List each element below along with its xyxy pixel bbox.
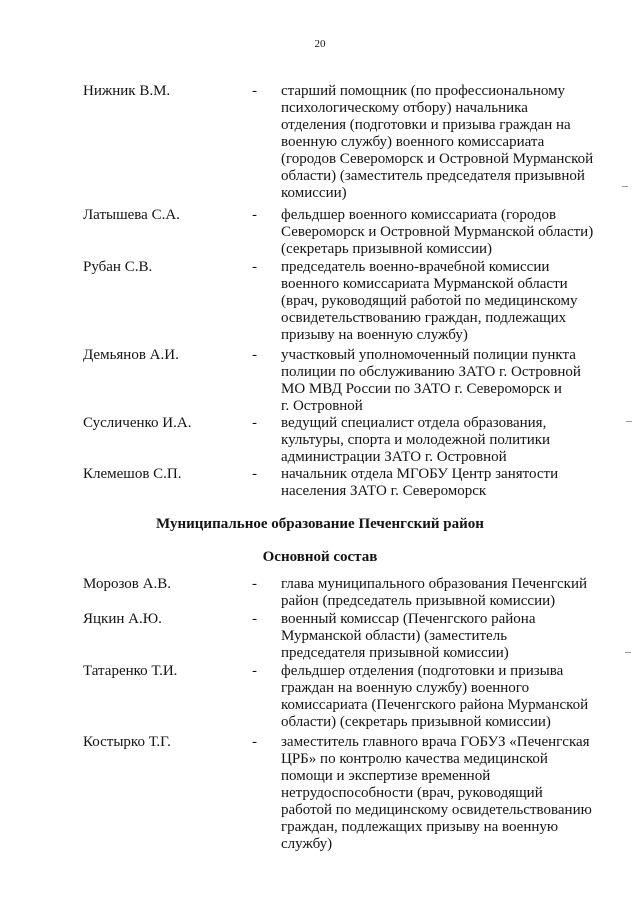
- role-line: освидетельствованию граждан, подлежащих: [281, 310, 567, 326]
- separator-dash: -: [252, 207, 257, 223]
- scan-speck: [622, 186, 628, 187]
- member-role: [281, 259, 611, 344]
- member-role: [281, 611, 611, 662]
- role-line: (секретарь призывной комиссии): [281, 241, 492, 257]
- member-role: [281, 207, 611, 258]
- member-name: Морозов А.В.: [83, 576, 171, 592]
- role-line: области) (секретарь призывной комиссии): [281, 714, 551, 730]
- member-role: [281, 466, 611, 500]
- role-line: помощи и экспертизе временной: [281, 768, 491, 784]
- role-line: начальник отдела МГОБУ Центр занятости: [281, 466, 559, 482]
- member-role: [281, 347, 611, 415]
- role-line: нетрудоспособности (врач, руководящий: [281, 785, 543, 801]
- member-name: Латышева С.А.: [83, 207, 180, 223]
- member-name: Яцкин А.Ю.: [83, 611, 162, 627]
- role-line: участковый уполномоченный полиции пункта: [281, 347, 576, 363]
- role-line: фельдшер отделения (подготовки и призыва: [281, 663, 564, 679]
- role-line: ведущий специалист отдела образования,: [281, 415, 547, 431]
- role-line: глава муниципального образования Печенгский: [281, 576, 587, 592]
- separator-dash: -: [252, 576, 257, 592]
- separator-dash: -: [252, 663, 257, 679]
- role-line: комиссариата (Печенгского района Мурманской: [281, 697, 589, 713]
- separator-dash: -: [252, 734, 257, 750]
- member-role: [281, 415, 611, 466]
- separator-dash: -: [252, 259, 257, 275]
- role-line: службу): [281, 836, 333, 852]
- role-line: граждан на военную службу) военного: [281, 680, 530, 696]
- member-name: Татаренко Т.И.: [83, 663, 178, 679]
- role-line: военного комиссариата Мурманской области: [281, 276, 568, 292]
- role-line: фельдшер военного комиссариата (городов: [281, 207, 557, 223]
- member-role: [281, 576, 611, 610]
- role-line: МО МВД России по ЗАТО г. Североморск и: [281, 381, 562, 397]
- role-line: (городов Североморск и Островной Мурманской: [281, 151, 594, 167]
- role-line: Мурманской области) (заместитель: [281, 628, 508, 644]
- role-line: полиции по обслуживанию ЗАТО г. Островной: [281, 364, 581, 380]
- role-line: граждан, подлежащих призыву на военную: [281, 819, 559, 835]
- scan-speck: [626, 421, 632, 422]
- role-line: военную службу) военного комиссариата: [281, 134, 545, 150]
- role-line: район (председатель призывной комиссии): [281, 593, 556, 609]
- role-line: военный комиссар (Печенгского района: [281, 611, 536, 627]
- page-number: 20: [314, 38, 326, 50]
- role-line: работой по медицинскому освидетельствованию: [281, 802, 592, 818]
- member-name: Рубан С.В.: [83, 259, 153, 275]
- member-name: Костырко Т.Г.: [83, 734, 171, 750]
- member-name: Нижник В.М.: [83, 83, 171, 99]
- separator-dash: -: [252, 466, 257, 482]
- separator-dash: -: [252, 83, 257, 99]
- member-name: Демьянов А.И.: [83, 347, 179, 363]
- separator-dash: -: [252, 415, 257, 431]
- role-line: ЦРБ» по контролю качества медицинской: [281, 751, 548, 767]
- role-line: комиссии): [281, 185, 347, 201]
- separator-dash: -: [252, 611, 257, 627]
- section-heading: Муниципальное образование Печенгский район: [156, 516, 484, 532]
- role-line: отделения (подготовки и призыва граждан на: [281, 117, 571, 133]
- separator-dash: -: [252, 347, 257, 363]
- member-name: Клемешов С.П.: [83, 466, 182, 482]
- role-line: г. Островной: [281, 398, 363, 414]
- scan-speck: [625, 652, 631, 653]
- role-line: населения ЗАТО г. Североморск: [281, 483, 487, 499]
- role-line: председателя призывной комиссии): [281, 645, 509, 661]
- role-line: Североморск и Островной Мурманской области): [281, 224, 594, 240]
- member-role: [281, 83, 611, 202]
- role-line: администрации ЗАТО г. Островной: [281, 449, 507, 465]
- role-line: председатель военно-врачебной комиссии: [281, 259, 550, 275]
- role-line: старший помощник (по профессиональному: [281, 83, 566, 99]
- role-line: психологическому отбору) начальника: [281, 100, 528, 116]
- member-role: [281, 734, 611, 853]
- subsection-heading: Основной состав: [262, 549, 378, 565]
- member-name: Сусличенко И.А.: [83, 415, 192, 431]
- role-line: (врач, руководящий работой по медицинскому: [281, 293, 578, 309]
- role-line: призыву на военную службу): [281, 327, 468, 343]
- member-role: [281, 663, 611, 731]
- role-line: культуры, спорта и молодежной политики: [281, 432, 551, 448]
- role-line: области) (заместитель председателя призывной: [281, 168, 585, 184]
- role-line: заместитель главного врача ГОБУЗ «Печенгская: [281, 734, 590, 750]
